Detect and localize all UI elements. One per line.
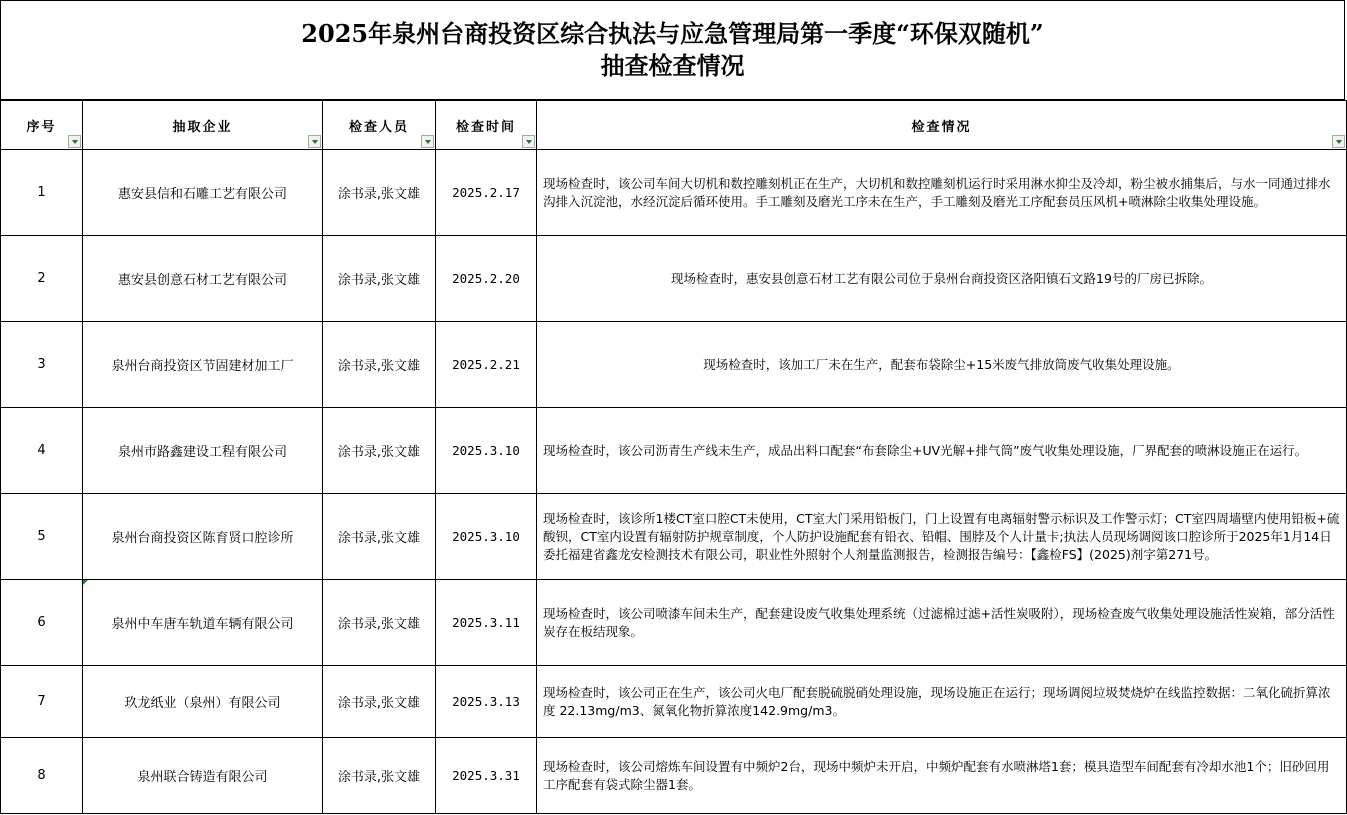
table-row xyxy=(1,408,1347,494)
cell-inspectors[interactable]: 涂书录,张文雄 xyxy=(323,738,436,814)
cell-details[interactable]: 现场检查时，该公司正在生产，该公司火电厂配套脱硫脱硝处理设施，现场设施正在运行；现场调阅垃圾焚烧炉在线监控数据：二氧化硫折算浓度 22.13mg/m3、氮氧化物折算浓度142.9mg/m3。 xyxy=(537,666,1347,738)
cell-date[interactable]: 2025.3.31 xyxy=(436,738,537,814)
cell-date[interactable]: 2025.3.10 xyxy=(436,408,537,494)
cell-inspectors[interactable]: 涂书录,张文雄 xyxy=(323,150,436,236)
cell-no[interactable]: 1 xyxy=(1,150,83,236)
cell-details[interactable]: 现场检查时，该加工厂未在生产，配套布袋除尘+15米废气排放筒废气收集处理设施。 xyxy=(537,322,1347,408)
header-details: 检查情况 xyxy=(537,101,1347,150)
filter-dropdown-icon[interactable] xyxy=(522,135,535,148)
cell-no[interactable]: 8 xyxy=(1,738,83,814)
cell-no[interactable]: 5 xyxy=(1,494,83,580)
table-row xyxy=(1,666,1347,738)
cell-inspectors[interactable]: 涂书录,张文雄 xyxy=(323,236,436,322)
title-line-2: 抽查检查情况 xyxy=(600,51,745,80)
cell-details[interactable]: 现场检查时，该诊所1楼CT室口腔CT未使用，CT室大门采用铅板门，门上设置有电离辐射警示标识及工作警示灯；CT室四周墙壁内使用铅板+硫酸钡，CT室内设置有辐射防护规章制度，个人防护设施配套有铅衣、铅帽、围脖及个人计量卡;执法人员现场调阅该口腔诊所于2025年1月14日委托福建省鑫龙安检测技术有限公司，职业性外照射个人剂量监测报告，检测报告编号：【鑫检FS】(2025)剂字第271号。 xyxy=(537,494,1347,580)
cell-date[interactable]: 2025.2.17 xyxy=(436,150,537,236)
cell-company[interactable]: 泉州市路鑫建设工程有限公司 xyxy=(83,408,323,494)
cell-no[interactable]: 4 xyxy=(1,408,83,494)
table-row xyxy=(1,150,1347,236)
table-row xyxy=(1,322,1347,408)
cell-details[interactable]: 现场检查时，该公司车间大切机和数控雕刻机正在生产，大切机和数控雕刻机运行时采用淋水抑尘及冷却，粉尘被水捕集后，与水一同通过排水沟排入沉淀池，水经沉淀后循环使用。手工雕刻及磨光工序未在生产，手工雕刻及磨光工序配套员压风机+喷淋除尘收集处理设施。 xyxy=(537,150,1347,236)
sheet-title xyxy=(0,0,1345,100)
cell-no[interactable]: 2 xyxy=(1,236,83,322)
cell-company[interactable]: 泉州联合铸造有限公司 xyxy=(83,738,323,814)
filter-dropdown-icon[interactable] xyxy=(1332,135,1345,148)
cell-details[interactable]: 现场检查时，惠安县创意石材工艺有限公司位于泉州台商投资区洛阳镇石文路19号的厂房已拆除。 xyxy=(537,236,1347,322)
cell-company[interactable]: 惠安县信和石雕工艺有限公司 xyxy=(83,150,323,236)
cell-no[interactable]: 7 xyxy=(1,666,83,738)
cell-inspectors[interactable]: 涂书录,张文雄 xyxy=(323,580,436,666)
filter-dropdown-icon[interactable] xyxy=(308,135,321,148)
cell-details[interactable]: 现场检查时，该公司熔炼车间设置有中频炉2台，现场中频炉未开启，中频炉配套有水喷淋塔1套；模具造型车间配套有冷却水池1个；旧砂回用工序配套有袋式除尘器1套。 xyxy=(537,738,1347,814)
header-row xyxy=(1,101,1347,150)
cell-date[interactable]: 2025.3.13 xyxy=(436,666,537,738)
cell-company[interactable]: 泉州台商投资区节固建材加工厂 xyxy=(83,322,323,408)
header-date: 检查时间 xyxy=(436,101,537,150)
cell-date[interactable]: 2025.2.21 xyxy=(436,322,537,408)
header-inspectors: 检查人员 xyxy=(323,101,436,150)
table-row xyxy=(1,738,1347,814)
table-row xyxy=(1,494,1347,580)
cell-company[interactable]: 玖龙纸业（泉州）有限公司 xyxy=(83,666,323,738)
cell-date[interactable]: 2025.3.10 xyxy=(436,494,537,580)
cell-inspectors[interactable]: 涂书录,张文雄 xyxy=(323,494,436,580)
table-row xyxy=(1,580,1347,666)
cell-inspectors[interactable]: 涂书录,张文雄 xyxy=(323,666,436,738)
header-no: 序号 xyxy=(1,101,83,150)
cell-inspectors[interactable]: 涂书录,张文雄 xyxy=(323,322,436,408)
filter-dropdown-icon[interactable] xyxy=(421,135,434,148)
comment-indicator-icon xyxy=(83,580,88,585)
cell-no[interactable]: 3 xyxy=(1,322,83,408)
title-line-1: 2025年泉州台商投资区综合执法与应急管理局第一季度“环保双随机” xyxy=(301,19,1044,48)
cell-company[interactable]: 惠安县创意石材工艺有限公司 xyxy=(83,236,323,322)
table-row xyxy=(1,236,1347,322)
cell-company[interactable]: 泉州台商投资区陈育贤口腔诊所 xyxy=(83,494,323,580)
cell-details[interactable]: 现场检查时，该公司沥青生产线未生产，成品出料口配套“布套除尘+UV光解+排气筒”废气收集处理设施，厂界配套的喷淋设施正在运行。 xyxy=(537,408,1347,494)
inspection-table xyxy=(0,100,1347,814)
cell-inspectors[interactable]: 涂书录,张文雄 xyxy=(323,408,436,494)
cell-details[interactable]: 现场检查时，该公司喷漆车间未生产，配套建设废气收集处理系统（过滤棉过滤+活性炭吸附），现场检查废气收集处理设施活性炭箱，部分活性炭存在板结现象。 xyxy=(537,580,1347,666)
cell-no[interactable]: 6 xyxy=(1,580,83,666)
cell-company[interactable]: 泉州中车唐车轨道车辆有限公司 xyxy=(83,580,323,666)
header-company: 抽取企业 xyxy=(83,101,323,150)
cell-date[interactable]: 2025.3.11 xyxy=(436,580,537,666)
filter-dropdown-icon[interactable] xyxy=(68,135,81,148)
cell-date[interactable]: 2025.2.20 xyxy=(436,236,537,322)
